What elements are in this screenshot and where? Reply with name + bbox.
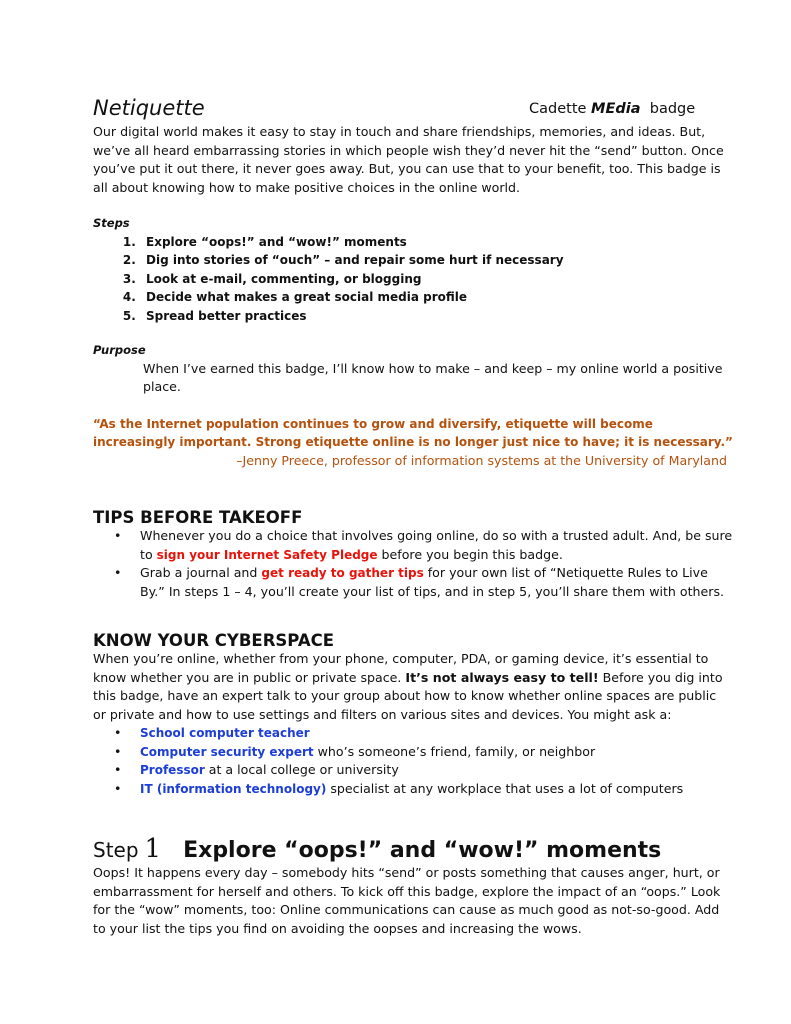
steps-label: Steps [93, 216, 130, 230]
document-title: Netiquette [93, 96, 205, 120]
step1-heading [93, 834, 733, 864]
expert-text: who’s someone’s friend, family, or neighbor [313, 743, 596, 759]
step-item: 4. Decide what makes a great social media profile [140, 288, 733, 307]
step-item: 2. Dig into stories of “ouch” – and repair some hurt if necessary [140, 251, 733, 270]
step-item: 5. Spread better practices [140, 307, 733, 326]
tip-highlight: sign your Internet Safety Pledge [156, 547, 378, 562]
badge-name: MEdia [591, 101, 641, 117]
step-title: Explore “oops!” and “wow!” moments [183, 838, 662, 863]
bullet-icon: • [114, 762, 122, 777]
tips-list [93, 527, 733, 601]
quote-text: “As the Internet population continues to grow and diversify, etiquette will become increasingly important. Strong etiquette online is no longer just nice to have; it is necessary.” [93, 416, 733, 449]
quote-attribution: –Jenny Preece, professor of information systems at the University of Maryland [236, 452, 727, 468]
expert-highlight: Professor [140, 763, 205, 777]
cyberspace-paragraph [93, 650, 733, 724]
tip-highlight: get ready to gather tips [261, 566, 424, 580]
cyberspace-text: Before you dig into this badge, have an expert talk to your group about how to know whether online spaces are public or private and how to use settings and filters on various sites and devices. You might ask a: [93, 669, 723, 722]
step-item: 1. Explore “oops!” and “wow!” moments [140, 233, 733, 252]
expert-highlight: IT (information technology) [140, 781, 327, 796]
title-row [93, 96, 733, 122]
expert-text: at a local college or university [204, 762, 399, 777]
expert-text: specialist at any workplace that uses a lot of computers [326, 780, 684, 796]
purpose-text: When I’ve earned this badge, I’ll know how to make – and keep – my online world a positive place. [143, 360, 723, 394]
expert-highlight: School computer teacher [140, 726, 310, 740]
expert-item [114, 743, 733, 762]
tip-item [114, 527, 733, 564]
step-item: 3. Look at e-mail, commenting, or blogging [140, 270, 733, 289]
expert-item [114, 761, 733, 780]
tip-text: Grab a journal and [140, 565, 262, 580]
step1-paragraph: Oops! It happens every day – somebody hits “send” or posts something that causes anger, hurt, or embarrassment for herself and others. To kick off this badge, explore the impact of an “oops.” Look for the “wow” moments, too: Online communications can cause as much good as not-so-good. Add to your list the tips you find on avoiding the oopses and increasing the wows. [93, 865, 721, 936]
bullet-icon: • [114, 743, 122, 759]
badge-prefix: Cadette [529, 101, 587, 117]
cyberspace-heading: KNOW YOUR CYBERSPACE [93, 631, 335, 650]
expert-highlight: Computer security expert [140, 744, 314, 759]
document-page [93, 96, 733, 938]
bullet-icon: • [114, 780, 122, 796]
expert-item [114, 724, 733, 743]
cyberspace-text: When you’re online, whether from your phone, computer, PDA, or gaming device, it’s essential to know whether you are in public or private space. [93, 651, 709, 685]
bullet-icon: • [114, 725, 122, 740]
tips-heading: TIPS BEFORE TAKEOFF [93, 508, 303, 527]
expert-list [93, 724, 733, 798]
intro-paragraph: Our digital world makes it easy to stay in touch and share friendships, memories, and ideas. But, we’ve all heard embarrassing stories in which people wish they’d never hit the “send” button. Once you’ve put it out there, it never goes away. But, you can use that to your benefit, too. This badge is all about knowing how to make positive choices in the online world. [93, 124, 724, 195]
tip-text: before you begin this badge. [377, 546, 563, 562]
bullet-icon: • [114, 528, 122, 543]
step-word: Step [93, 838, 139, 862]
steps-list [93, 233, 733, 326]
bullet-icon: • [114, 565, 122, 580]
purpose-label: Purpose [93, 343, 146, 357]
badge-label [529, 101, 695, 117]
tip-text: for your own list of “Netiquette Rules to Live By.” In steps 1 – 4, you’ll create your list of tips, and in step 5, you’ll share them with others. [140, 565, 725, 599]
badge-suffix: badge [649, 101, 696, 117]
cyberspace-emphasis: It’s not always easy to tell! [405, 669, 599, 685]
tip-text: Whenever you do a choice that involves going online, do so with a trusted adult. And, be sure to [140, 528, 733, 562]
step-number: 1 [144, 834, 162, 864]
expert-item [114, 780, 733, 799]
tip-item [114, 564, 733, 601]
